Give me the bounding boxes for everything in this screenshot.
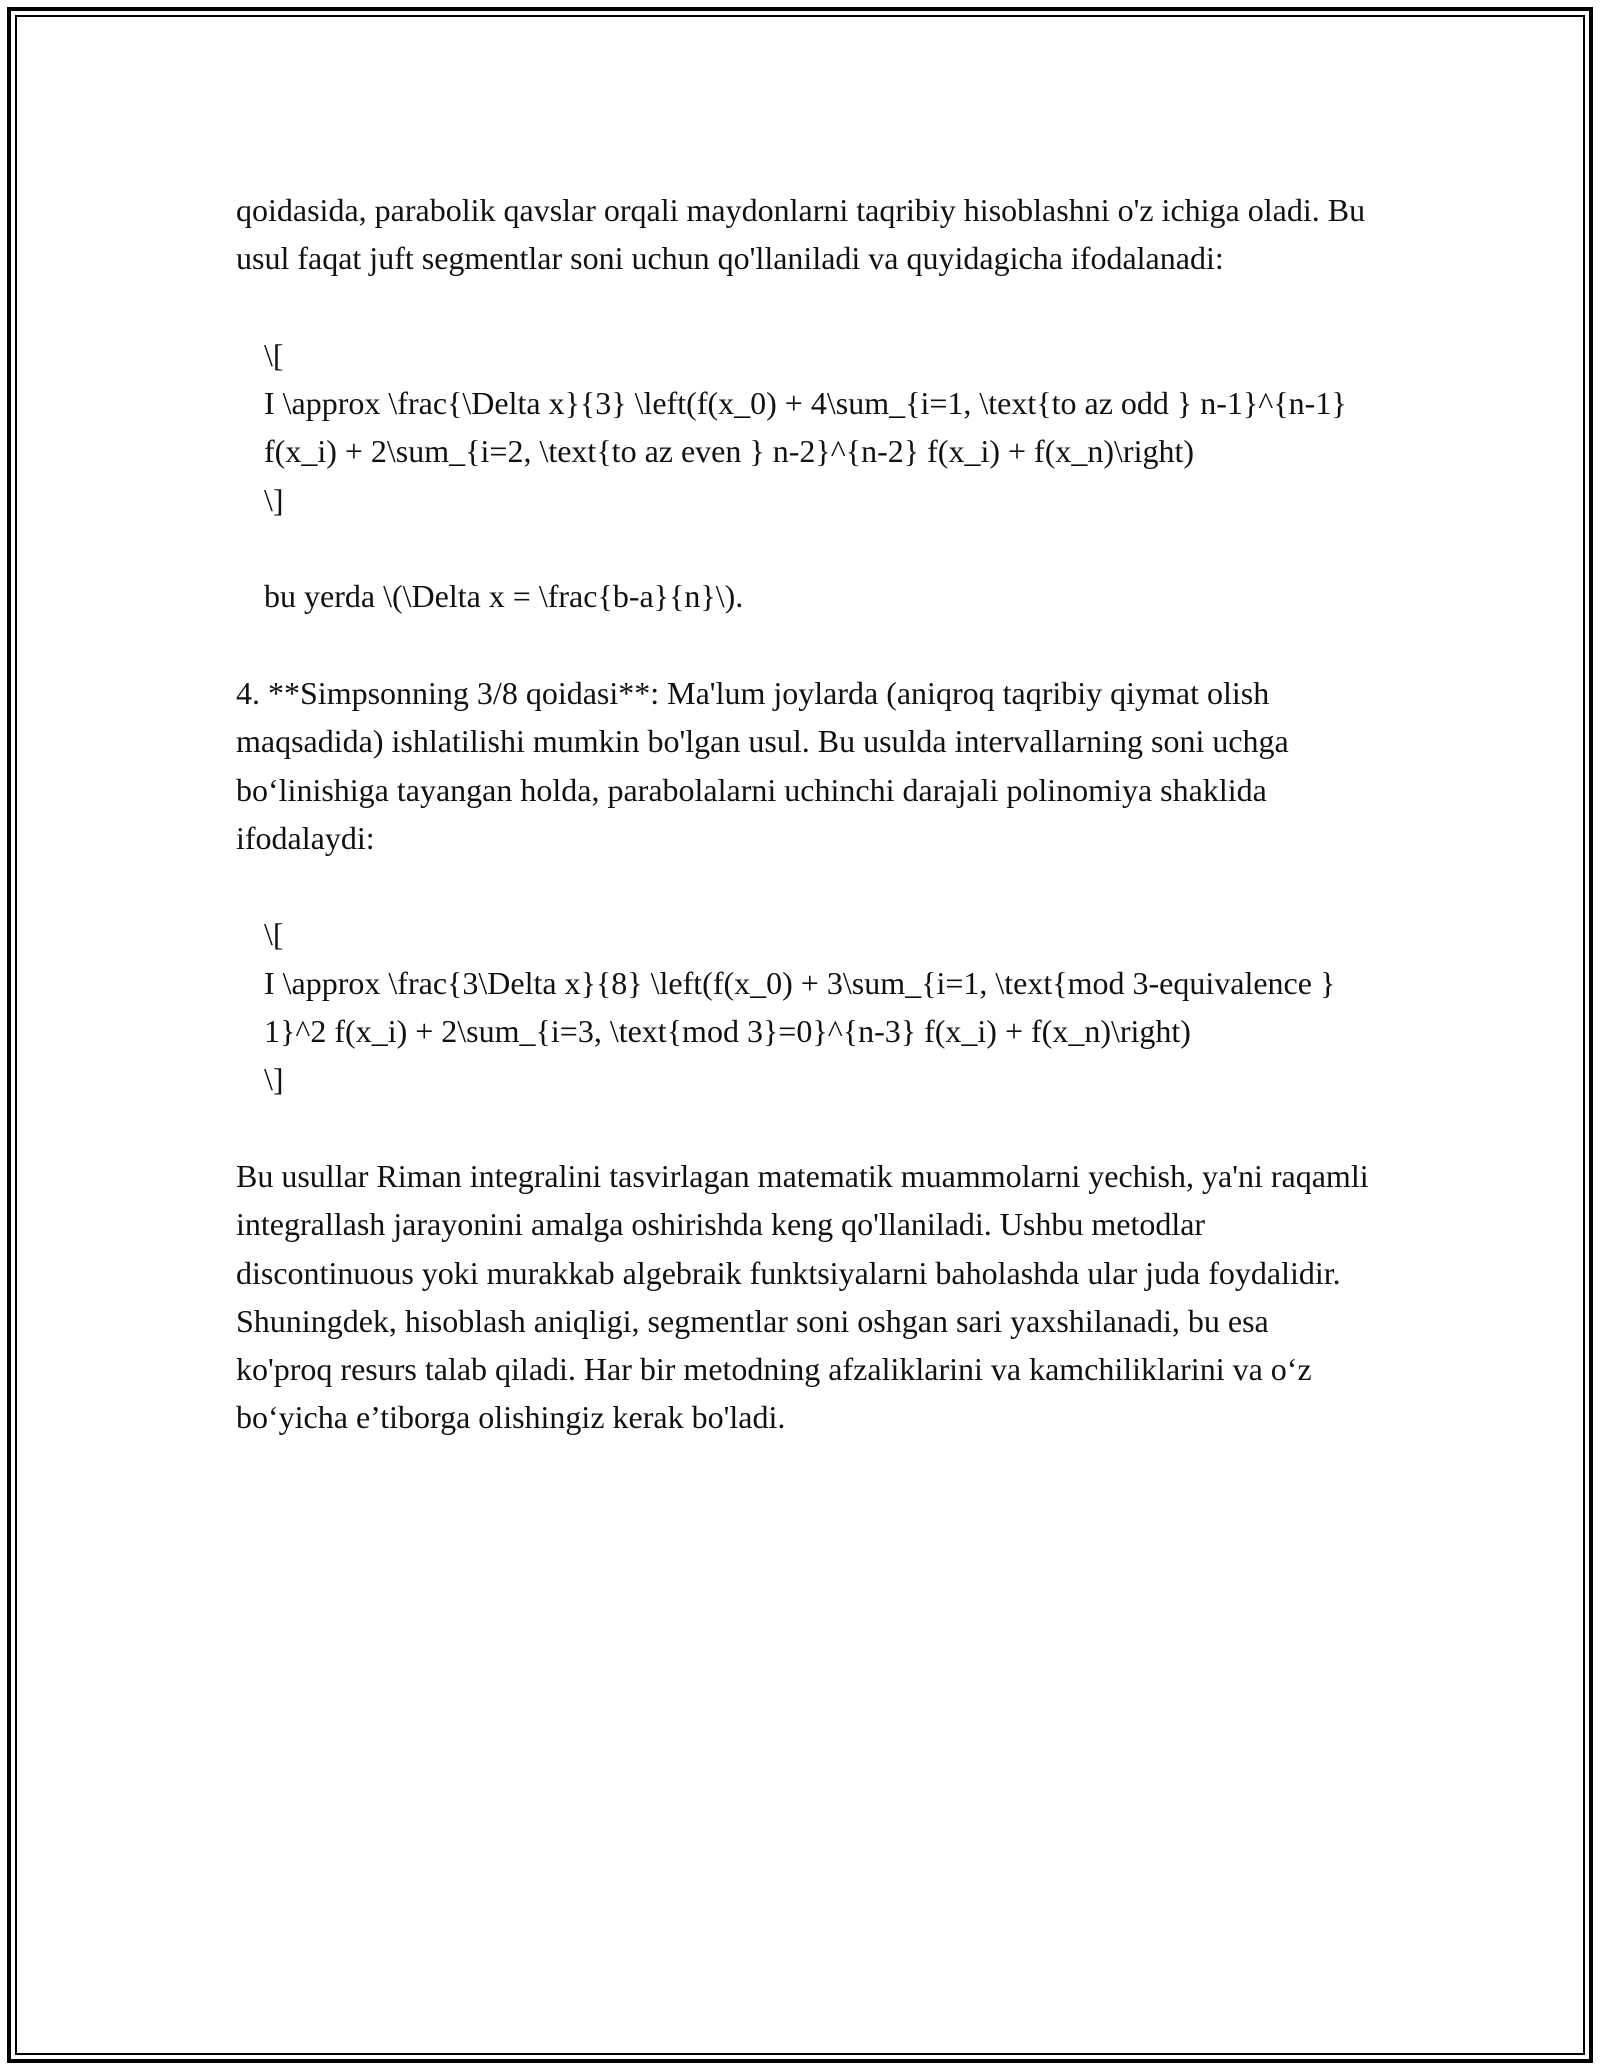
- list-item-4: 4. **Simpsonning 3/8 qoidasi**: Ma'lum joylarda (aniqroq taqribiy qiymat olish maqsadida) ishlatilishi mumkin bo'lgan usul. Bu usulda intervallarning soni uchga bo‘linishiga tayangan holda, parabolalarni uchinchi darajali polinomiya shaklida ifodalaydi:: [236, 674, 1297, 856]
- blank-line: [236, 524, 1372, 572]
- formula-2-open: \[: [264, 916, 284, 953]
- formula-2-body: I \approx \frac{3\Delta x}{8} \left(f(x_0) + 3\sum_{i=1, \text{mod 3-equivalence } 1}^2 f(x_i) + 2\sum_{i=3, \text{mod 3}=0}^{n-3} f(x_i) + f(x_n)\right): [264, 964, 1344, 1050]
- blank-line: [236, 1104, 1372, 1152]
- paragraph-conclusion: Bu usullar Riman integralini tasvirlagan matematik muammolarni yechish, ya'ni raqamli integrallash jarayonini amalga oshirishda keng qo'llaniladi. Ushbu metodlar discontinuous yoki murakkab algebraik funktsiyalarni baholashda ular juda foydalidir. Shuningdek, hisoblash aniqligi, segmentlar soni oshgan sari yaxshilanadi, bu esa ko'proq resurs talab qiladi. Har bir metodning afzaliklarini va kamchiliklarini va o‘z bo‘yicha e’tiborga olishingiz kerak bo'ladi.: [236, 1157, 1377, 1436]
- blank-line: [236, 621, 1372, 669]
- formula-1-close: \]: [264, 481, 284, 518]
- blank-line: [236, 862, 1372, 910]
- formula-1-open: \[: [264, 336, 284, 373]
- formula-1-body: I \approx \frac{\Delta x}{3} \left(f(x_0) + 4\sum_{i=1, \text{to az odd } n-1}^{n-1} f(x_i) + 2\sum_{i=2, \text{to az even } n-2}^{n-2} f(x_i) + f(x_n)\right): [264, 385, 1355, 470]
- blank-line: [236, 283, 1372, 331]
- document-body: [236, 186, 1377, 1442]
- paragraph-intro: qoidasida, parabolik qavslar orqali maydonlarni taqribiy hisoblashni o'z ichiga oladi. Bu usul faqat juft segmentlar soni uchun qo'llaniladi va quyidagicha ifodalanadi:: [236, 192, 1374, 277]
- formula-2-close: \]: [264, 1061, 284, 1098]
- where-line: bu yerda \(\Delta x = \frac{b-a}{n}\).: [264, 578, 744, 615]
